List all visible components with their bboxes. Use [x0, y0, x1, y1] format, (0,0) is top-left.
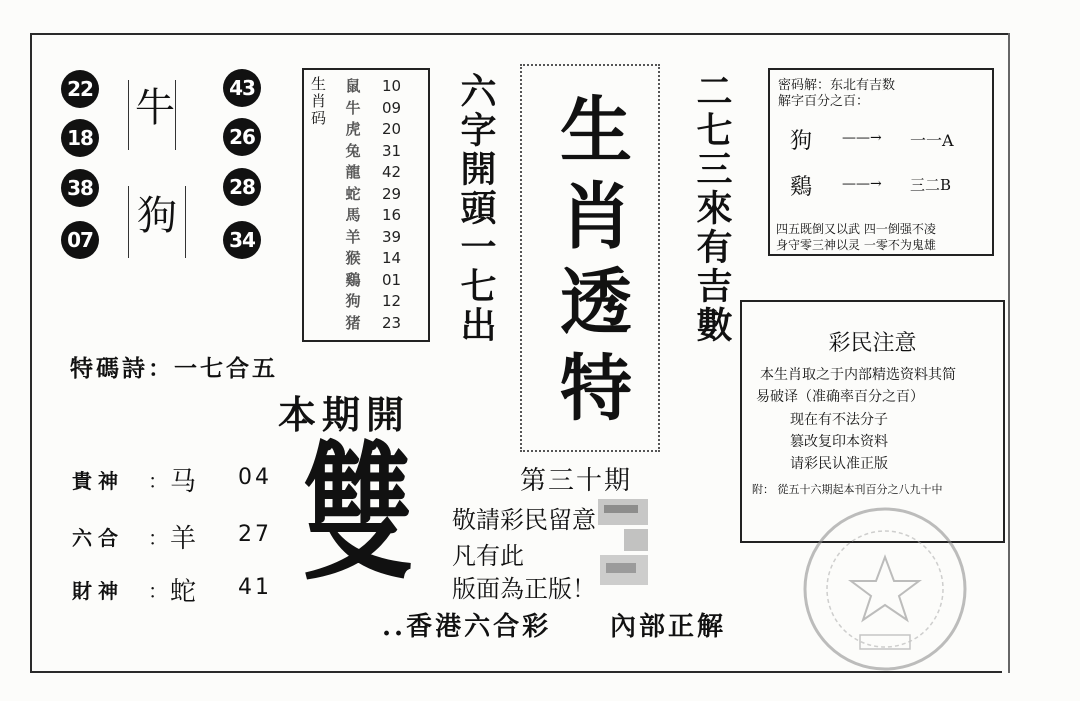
- god-label: 六合: [72, 526, 124, 550]
- number-ball: 28: [223, 168, 261, 206]
- zodiac-code-table: [302, 68, 430, 342]
- code-box-line2: 解字百分之百：: [778, 94, 870, 109]
- code-row-code: 一一A: [910, 131, 954, 150]
- big-character: 雙: [303, 426, 413, 601]
- zodiac-number: 42: [382, 163, 402, 181]
- slogan-right: 二七三來有吉數: [691, 72, 733, 345]
- code-box: [768, 68, 994, 256]
- number-ball: 07: [61, 221, 99, 259]
- god-number: 04: [238, 465, 272, 490]
- footer-subtitle: 內部正解: [610, 612, 727, 642]
- notice-line: 本生肖取之于内部精选资料其简: [760, 367, 956, 383]
- god-separator: ：: [148, 469, 168, 493]
- special-code-poem: 特碼詩：一七合五: [70, 355, 278, 382]
- headline: 生肖透特: [548, 92, 633, 436]
- reminder-line: 版面為正版！: [452, 575, 596, 603]
- god-animal: 蛇: [170, 577, 197, 607]
- god-label: 財神: [72, 579, 124, 603]
- footer-title: ..香港六合彩: [382, 612, 552, 642]
- zodiac-pair-ox: 牛: [128, 80, 176, 150]
- code-box-poem1: 四五既倒又以武 四一倒强不凌: [776, 222, 936, 236]
- notice-line: 易破译（准确率百分之百）: [756, 389, 924, 405]
- zodiac-number: 10: [382, 77, 402, 95]
- this-issue-label: 本期開: [278, 392, 411, 437]
- god-row-liuhe: [0, 522, 300, 554]
- notice-footnote: 附： 從五十六期起本刊百分之八九十中: [752, 483, 943, 496]
- code-box-line1: 密码解：东北有吉数: [778, 78, 896, 93]
- slogan-left: 六字開頭一七出: [455, 72, 497, 345]
- god-number: 41: [238, 575, 272, 600]
- zodiac-number: 16: [382, 206, 402, 224]
- god-row-wealth: [0, 575, 300, 607]
- frame-right-line: [1008, 33, 1010, 673]
- zodiac-number: 23: [382, 313, 402, 332]
- god-separator: ：: [148, 526, 168, 550]
- number-ball: 26: [223, 118, 261, 156]
- number-ball: 34: [223, 221, 261, 259]
- zodiac-animal: 鼠: [345, 77, 361, 95]
- zodiac-animal: 狗: [345, 292, 361, 310]
- zodiac-animal: 馬: [345, 206, 361, 224]
- zodiac-animal: 羊: [345, 227, 361, 246]
- notice-line: 现在有不法分子: [790, 412, 888, 428]
- zodiac-number: 31: [382, 141, 402, 160]
- god-animal: 羊: [170, 524, 197, 554]
- zodiac-pair-dog: 狗: [128, 186, 186, 258]
- number-ball: 22: [61, 70, 99, 108]
- zodiac-number: 09: [382, 98, 402, 117]
- notice-line: 篡改复印本资料: [790, 434, 888, 450]
- zodiac-animal: 虎: [345, 120, 361, 138]
- zodiac-animal: 猪: [345, 313, 361, 332]
- code-row-code: 三二B: [910, 176, 952, 194]
- notice-title: 彩民注意: [828, 331, 917, 356]
- zodiac-number: 39: [382, 227, 402, 246]
- zodiac-animal: 龍: [345, 163, 361, 181]
- headline-dotted-box: [520, 64, 660, 452]
- arrow-icon: ——→: [842, 130, 882, 146]
- zodiac-animal: 蛇: [345, 184, 361, 203]
- god-number: 27: [238, 522, 272, 547]
- smudged-seal-image: [594, 495, 654, 591]
- number-ball: 38: [61, 169, 99, 207]
- zodiac-number: 29: [382, 184, 402, 203]
- reminder-line: 敬請彩民留意: [452, 506, 596, 534]
- number-ball: 43: [223, 69, 261, 107]
- arrow-icon: ——→: [842, 176, 882, 192]
- issue-number: 第三十期: [520, 466, 633, 496]
- god-animal: 马: [170, 467, 197, 497]
- god-label: 貴神: [72, 469, 124, 493]
- zodiac-animal: 猴: [345, 249, 361, 267]
- zodiac-number: 12: [382, 292, 402, 310]
- zodiac-table-label: 生肖码: [309, 76, 327, 127]
- zodiac-animal: 兔: [345, 141, 361, 160]
- code-box-poem2: 身守零三神以灵 一零不为鬼雄: [776, 238, 936, 252]
- number-ball: 18: [61, 119, 99, 157]
- god-separator: ：: [148, 579, 168, 603]
- zodiac-number: 01: [382, 270, 402, 289]
- zodiac-number: 14: [382, 249, 402, 267]
- god-row-noble: [0, 465, 300, 497]
- code-row-animal: 鷄: [790, 175, 813, 200]
- notice-line: 请彩民认准正版: [790, 456, 888, 472]
- zodiac-number: 20: [382, 120, 402, 138]
- round-stamp-seal: [798, 505, 973, 673]
- zodiac-animal: 鷄: [345, 270, 361, 289]
- zodiac-animal: 牛: [345, 98, 361, 117]
- code-row-animal: 狗: [790, 129, 813, 154]
- reminder-line: 凡有此: [452, 542, 524, 570]
- frame-top-line: [30, 33, 1010, 35]
